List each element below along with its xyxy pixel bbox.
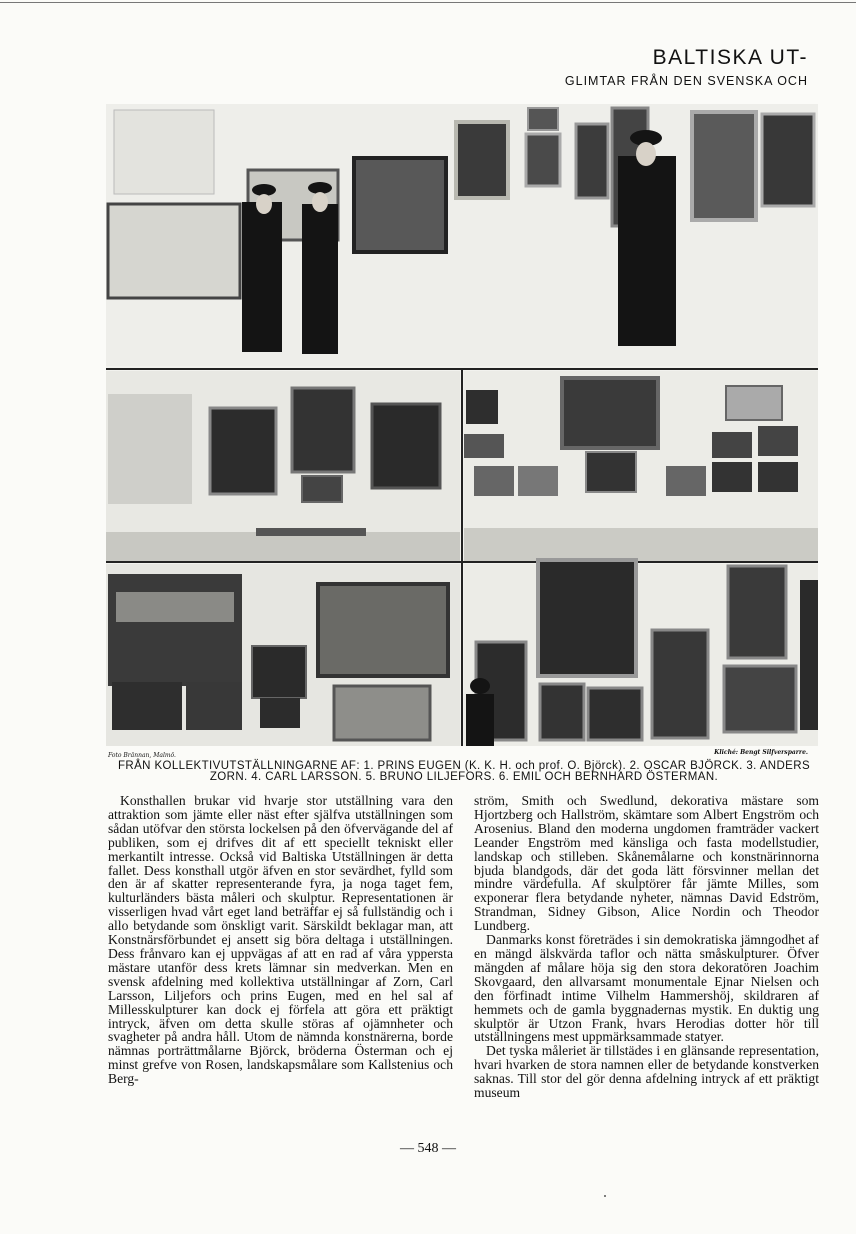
running-title: BALTISKA UT- xyxy=(652,46,808,69)
caption-line-2: ZORN. 4. CARL LARSSON. 5. BRUNO LILJEFORS. 6. EMIL OCH BERNHARD ÖSTERMAN. xyxy=(209,771,719,783)
photo-panel-5 xyxy=(464,560,818,746)
photo-collage-drawing xyxy=(106,104,818,746)
photo-panel-1 xyxy=(106,104,818,366)
exhibition-photo-collage xyxy=(106,104,818,746)
paragraph: ström, Smith och Swedlund, dekorativa mästare som Hjortzberg och Hallström, skämtare som Albert Engström och Arosenius. Bland den moderna ungdomen framträder vackert Leander Engström med känsliga och fasta modellstudier, landskap och stilleben. Skånemålarne och konstnärinnorna bjuda blandgods, där det goda lätt försvinner mellan det mindre värdefulla. Af skulptörer får jämte Milles, som exponerar flera betydande nyheter, nämnas David Edström, Strandman, Sidney Gibson, Alice Nordin och Theodor Lundberg. xyxy=(474,793,819,934)
paragraph: Det tyska måleriet är tillstädes i en glänsande representation, hvari hvarken de stora namnen eller de betydande konstverken saknas. Till stor del gör denna afdelning intryck af ett präktigt museum xyxy=(474,1043,819,1101)
print-speck xyxy=(604,1195,606,1197)
running-subtitle: GLIMTAR FRÅN DEN SVENSKA OCH xyxy=(564,74,808,88)
photo-credit: Foto Brännan, Malmö. xyxy=(108,752,176,759)
page-number: — 548 — xyxy=(400,1141,456,1156)
caption-line-1: FRÅN KOLLEKTIVUTSTÄLLNINGARNE AF: 1. PRINS EUGEN (K. K. H. och prof. O. Björck). 2. OSCAR BJÖRCK. 3. ANDERS xyxy=(117,760,811,772)
text-column-right xyxy=(474,794,819,1100)
text-column-left xyxy=(108,794,453,1086)
photo-panel-3 xyxy=(464,371,818,561)
photo-panel-2 xyxy=(106,371,460,561)
paragraph: Konsthallen brukar vid hvarje stor utställning vara den attraktion som jämte eller näst efter själfva utställningen som sådan utöfvar den största lockelsen på den öfvervägande del af publiken, som ej drifves dit af ett speciellt tekniskt eller merkantilt intresse. Också vid Baltiska Utställningen är detta fallet. Dess konsthall utgör äfven en stor sevärdhet, fylld som den är af skatter representerande fyra, ja noga taget fem, kulturländers bästa måleri och skulptur. Representationen är visserligen hvad vårt eget land beträffar ej så fullständig och i allo betydande som önskligt varit. Särskildt beklagar man, att Konstnärsförbundet ej ansett sig böra deltaga i utställningen. Dess frånvaro kan ej uppvägas af att en rad af våra yppersta mästare utanför dess krets lämnar sin medverkan. Men en svensk afdelning med kollektiva utställningar af Zorn, Carl Larsson, Liljefors och prins Eugen, med en hel sal af Millesskulpturer kan dock ej förfela att göra ett präktigt intryck, äfven om detta skulle störas af ojämnheter och svagheter på andra håll. Utom de nämnda konstnärerna, borde nämnas porträttmålarne Björck, bröderna Österman och ej minst grefve von Rosen, landskapsmålare som Kallstenius och Berg- xyxy=(108,793,453,1087)
photo-panel-4 xyxy=(106,564,460,746)
top-rule xyxy=(0,2,856,3)
figure-caption xyxy=(108,761,820,783)
cliche-credit: Kliché: Bengt Silfversparre. xyxy=(714,749,808,756)
paragraph: Danmarks konst företrädes i sin demokratiska jämngodhet af en mängd älskvärda taflor och nätta småskulpturer. Öfver mängden af målare höja sig den stora dekoratören Joachim Skovgaard, den allvarsamt monumentale Ejnar Nielsen och den förfinadt intime Vilhelm Hammershöj, skildraren af hemmets och de gamla byggnadernas mystik. En duktig ung skulptör är Utzon Frank, hvars Herodias dotter hör till utställningens mest uppmärksammade statyer. xyxy=(474,932,819,1045)
